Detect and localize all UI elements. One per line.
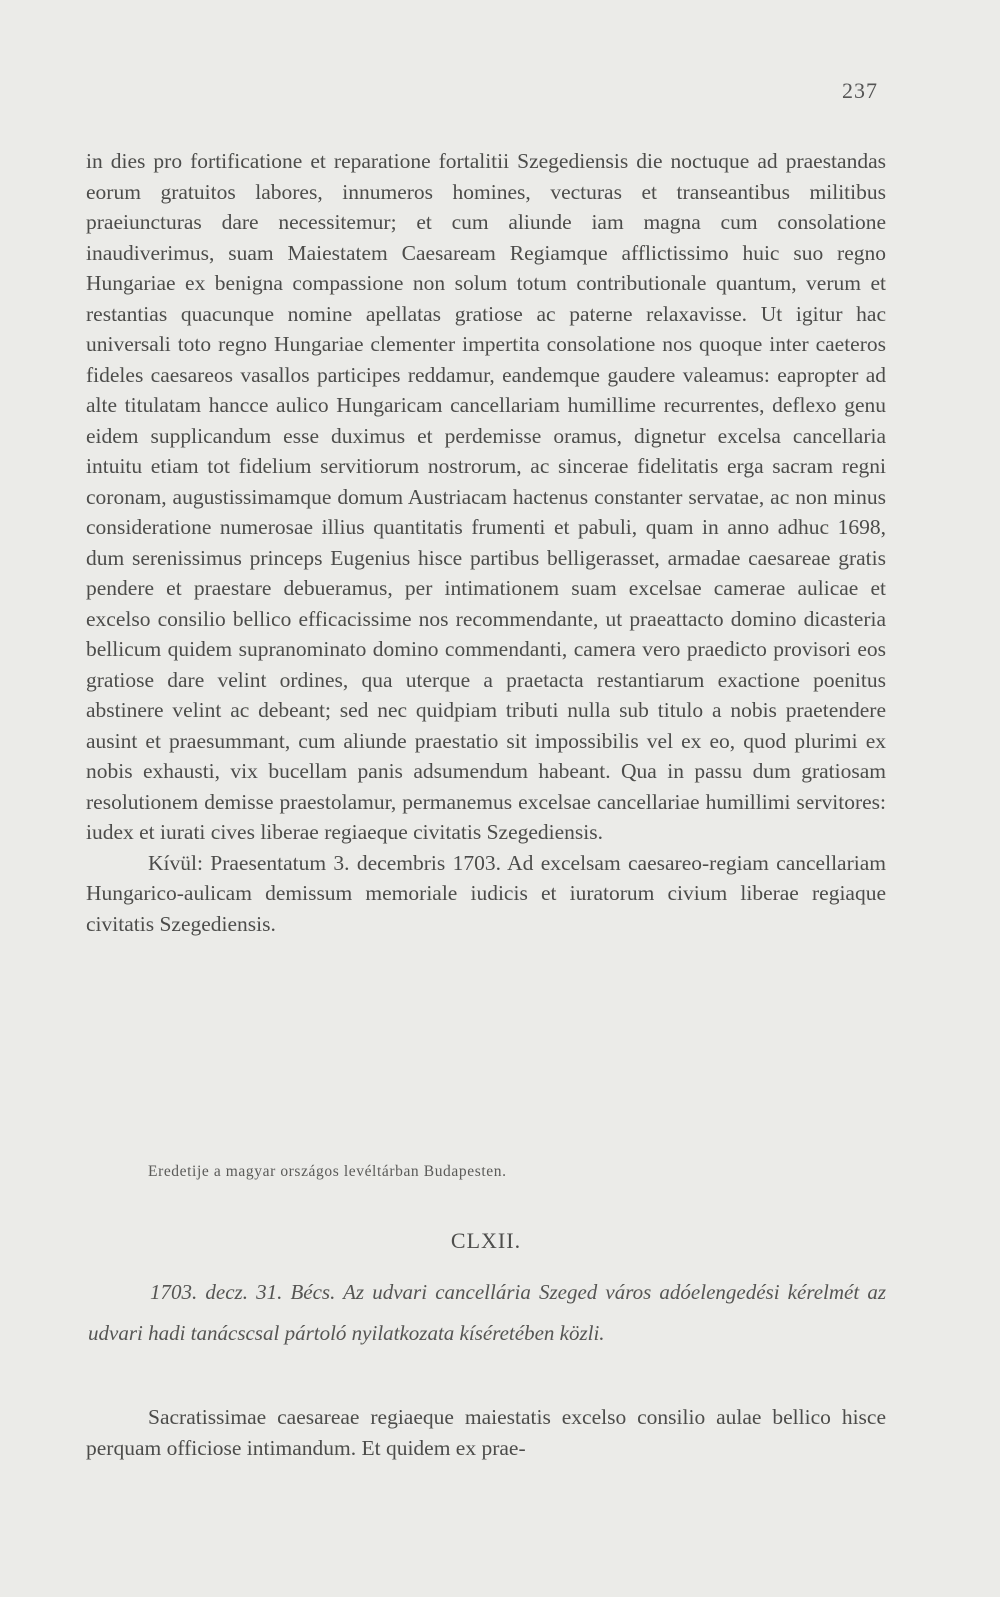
body-paragraph: in dies pro fortificatione et reparatione fortalitii Szegediensis die noctuque ad praestandas eorum gratuitos labores, innumeros homines, vecturas et transeantibus militibus praeiuncturas dare necessitemur; et cum aliunde iam magna cum consolatione inaudiverimus, suam Maiestatem Caesaream Regiamque afflictissimo huic suo regno Hungariae ex benigna compassione non solum totum contributionale quantum, verum et restantias quacunque nomine apellatas gratiose ac paterne relaxavisse. Ut igitur hac universali toto regno Hungariae clementer impertita consolatione nos quoque inter caeteros fideles caesareos vasallos participes reddamur, eandemque gaudere valeamus: eapropter ad alte titulatam hancce aulico Hungaricam cancellariam humillime recurrentes, deflexo genu eidem supplicandum esse duximus et perdemisse oramus, dignetur excelsa cancellaria intuitu etiam tot fidelium servitiorum nostrorum, ac sincerae fidelitatis erga sacram regni coronam, augustissimamque domum Austriacam hactenus constanter servatae, ac non minus consideratione numerosae illius quantitatis frumenti et pabuli, quam in anno adhuc 1698, dum serenissimus princeps Eugenius hisce partibus belligerasset, armadae caesareae gratis pendere et praestare debueramus, per intimationem suam excelsae camerae aulicae et excelso consilio bellico efficacissime nos recommendante, ut praeattacto domino dicasteria bellicum quidem supranominato domino commendanti, camera vero praedicto provisori eos gratiose dare velint ordines, qua uterque a praetacta restantiarum exactione poenitus abstinere velint ac debeant; sed nec quidpiam tributi nulla sub titulo a nobis praetendere ausint et praesummant, cum aliunde praestatio sit impossibilis vel ex eo, quod plurimi ex nobis exhausti, vix bucellam panis adsumendum habeant. Qua in passu dum gratiosam resolutionem demisse praestolamur, permanemus excelsae cancellariae humillimi servitores: iudex et iurati cives liberae regiaeque civitatis Szegediensis.: [86, 149, 886, 844]
archival-source-note: Eredetije a magyar országos levéltárban Budapesten.: [148, 1163, 507, 1180]
next-document-text: Sacratissimae caesareae regiaeque maiestatis excelso consilio aulae bellico hisce perquam officiose intimandum. Et quidem ex prae-: [86, 1405, 886, 1460]
endorsement-paragraph: Kívül: Praesentatum 3. decembris 1703. Ad excelsam caesareo-regiam cancellariam Hungarico-aulicam demissum memoriale iudicis et iuratorum civium liberae regiaque civitatis Szegediensis.: [86, 850, 886, 936]
document-number-heading: CLXII.: [450, 1228, 522, 1253]
page-number: 237: [842, 78, 878, 103]
document-regest: 1703. decz. 31. Bécs. Az udvari cancellária Szeged város adóelengedési kérelmét az udvari hadi tanácscsal pártoló nyilatkozata kíséretében közli.: [88, 1280, 886, 1345]
document-body: [86, 146, 886, 939]
